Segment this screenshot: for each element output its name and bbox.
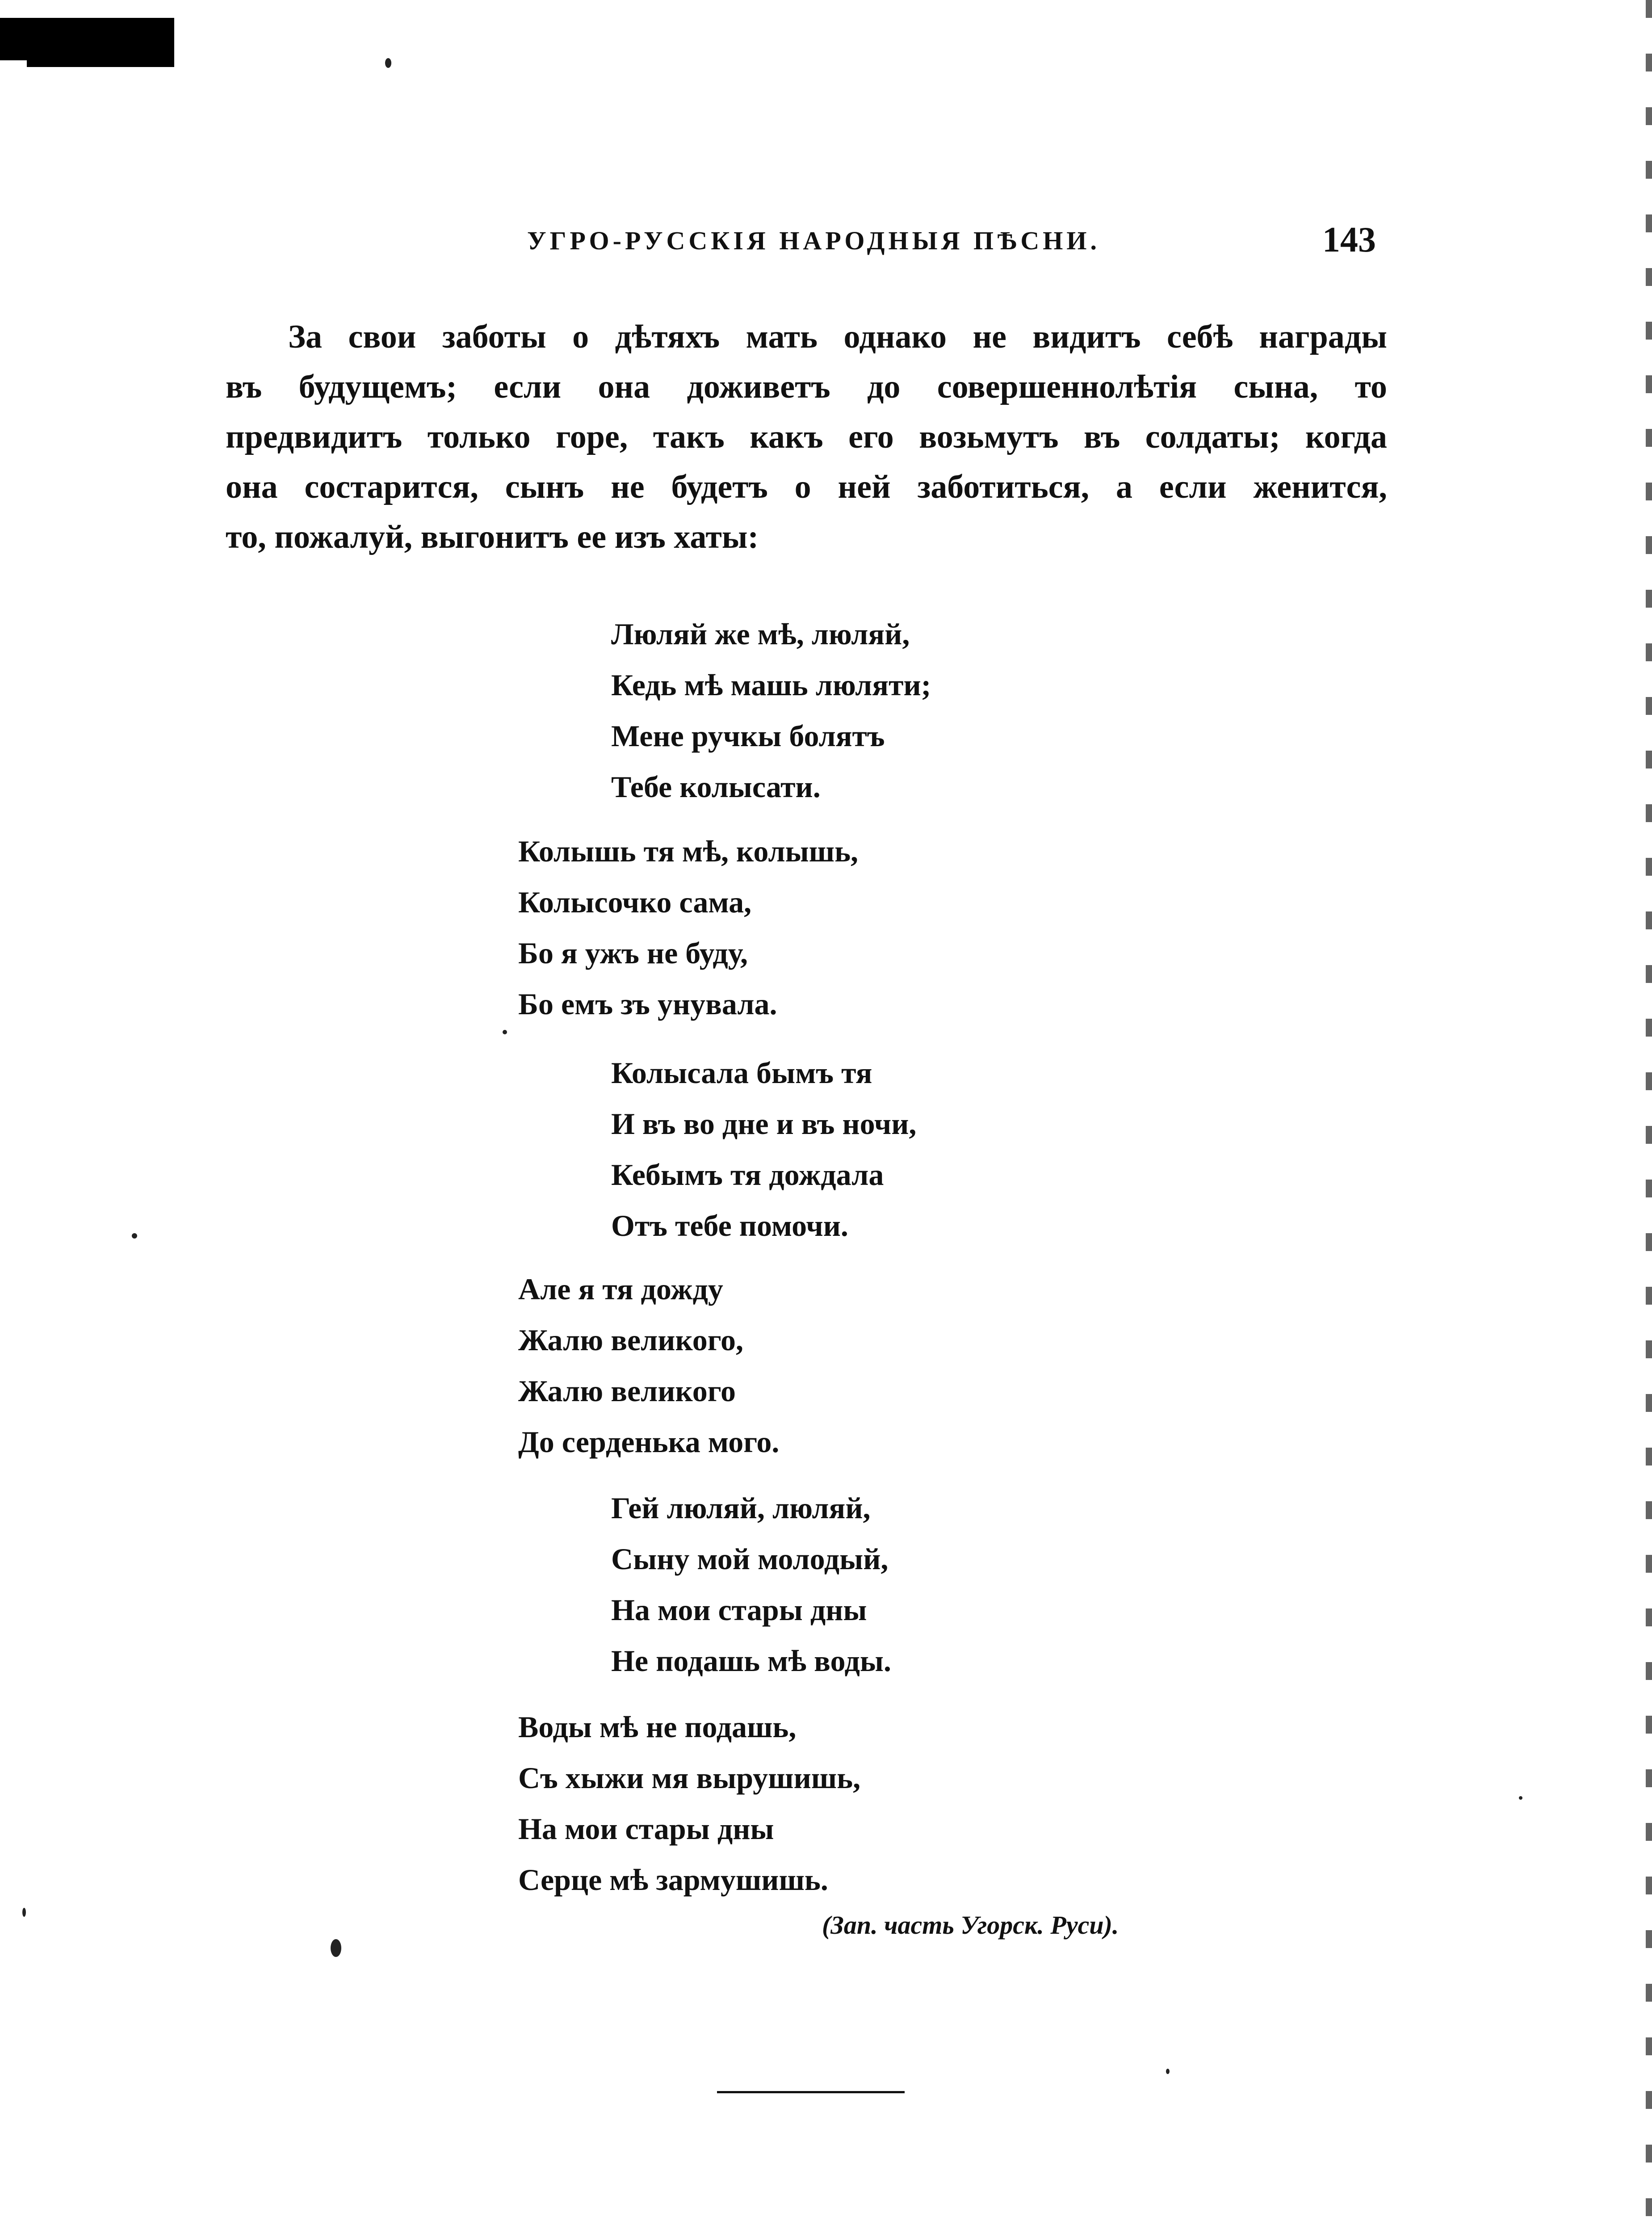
verse-line: Колысала бымъ тя (611, 1056, 872, 1090)
scan-speck (132, 1233, 137, 1239)
scan-speck (22, 1908, 26, 1917)
scan-page-edge (1646, 0, 1652, 2234)
scan-speck (385, 58, 391, 68)
verse-line: Гей люляй, люляй, (611, 1491, 871, 1525)
verse-stanza (611, 609, 931, 812)
verse-line: Жалю великого (518, 1374, 736, 1408)
verse-line: Бо емъ зъ унувала. (518, 987, 777, 1021)
verse-line: Бо я ужъ не буду, (518, 936, 748, 970)
verse-line: Мене ручкы болятъ (611, 719, 885, 753)
verse-line: Кедь мѣ машь люляти; (611, 668, 931, 702)
prose-line: она состарится, сынъ не будетъ о ней заботиться, а если женится, (226, 469, 1387, 505)
verse-stanza (518, 1701, 860, 1905)
verse-line: Сыну мой молодый, (611, 1542, 889, 1576)
page-number: 143 (1322, 220, 1376, 260)
verse-line: На мои стары дны (611, 1593, 867, 1627)
prose-line: За свои заботы о дѣтяхъ мать однако не видитъ себѣ награды (288, 319, 1387, 355)
verse-line: Кебымъ тя дождала (611, 1158, 884, 1192)
verse-line: На мои стары дны (518, 1812, 774, 1846)
prose-line: предвидитъ только горе, такъ какъ его возьмутъ въ солдаты; когда (226, 419, 1387, 455)
verse-line: Але я тя дожду (518, 1272, 723, 1306)
verse-line: Жалю великого, (518, 1323, 743, 1357)
source-citation: (Зап. часть Угорск. Руси). (822, 1911, 1119, 1940)
verse-line: Съ хыжи мя вырушишь, (518, 1761, 861, 1795)
scan-speck (331, 1939, 341, 1957)
verse-line: И въ во дне и въ ночи, (611, 1107, 917, 1141)
running-title: УГРО-РУССКІЯ НАРОДНЫЯ ПѢСНИ. (527, 226, 1101, 255)
prose-paragraph (226, 312, 1387, 562)
verse-stanza (611, 1482, 891, 1686)
end-rule (717, 2091, 905, 2093)
prose-line: то, пожалуй, выгонитъ ее изъ хаты: (226, 519, 759, 555)
verse-line: До серденька мого. (518, 1425, 780, 1459)
scan-speck (1519, 1796, 1522, 1800)
verse-stanza (518, 826, 858, 1029)
verse-line: Тебе колысати. (611, 770, 821, 804)
verse-line: Колышь тя мѣ, колышь, (518, 834, 859, 868)
verse-line: Люляй же мѣ, люляй, (611, 617, 910, 651)
scan-speck (1166, 2069, 1170, 2074)
prose-line: въ будущемъ; если она доживетъ до совершеннолѣтія сына, то (226, 369, 1387, 405)
verse-line: Серце мѣ зармушишь. (518, 1863, 828, 1897)
verse-line: Не подашь мѣ воды. (611, 1644, 891, 1678)
verse-stanza (518, 1264, 779, 1467)
verse-line: Колысочко сама, (518, 885, 752, 919)
verse-stanza (611, 1047, 916, 1251)
scan-speck (503, 1030, 507, 1034)
verse-line: Отъ тебе помочи. (611, 1209, 848, 1243)
verse-line: Воды мѣ не подашь, (518, 1710, 797, 1744)
scan-smudge (27, 51, 174, 67)
